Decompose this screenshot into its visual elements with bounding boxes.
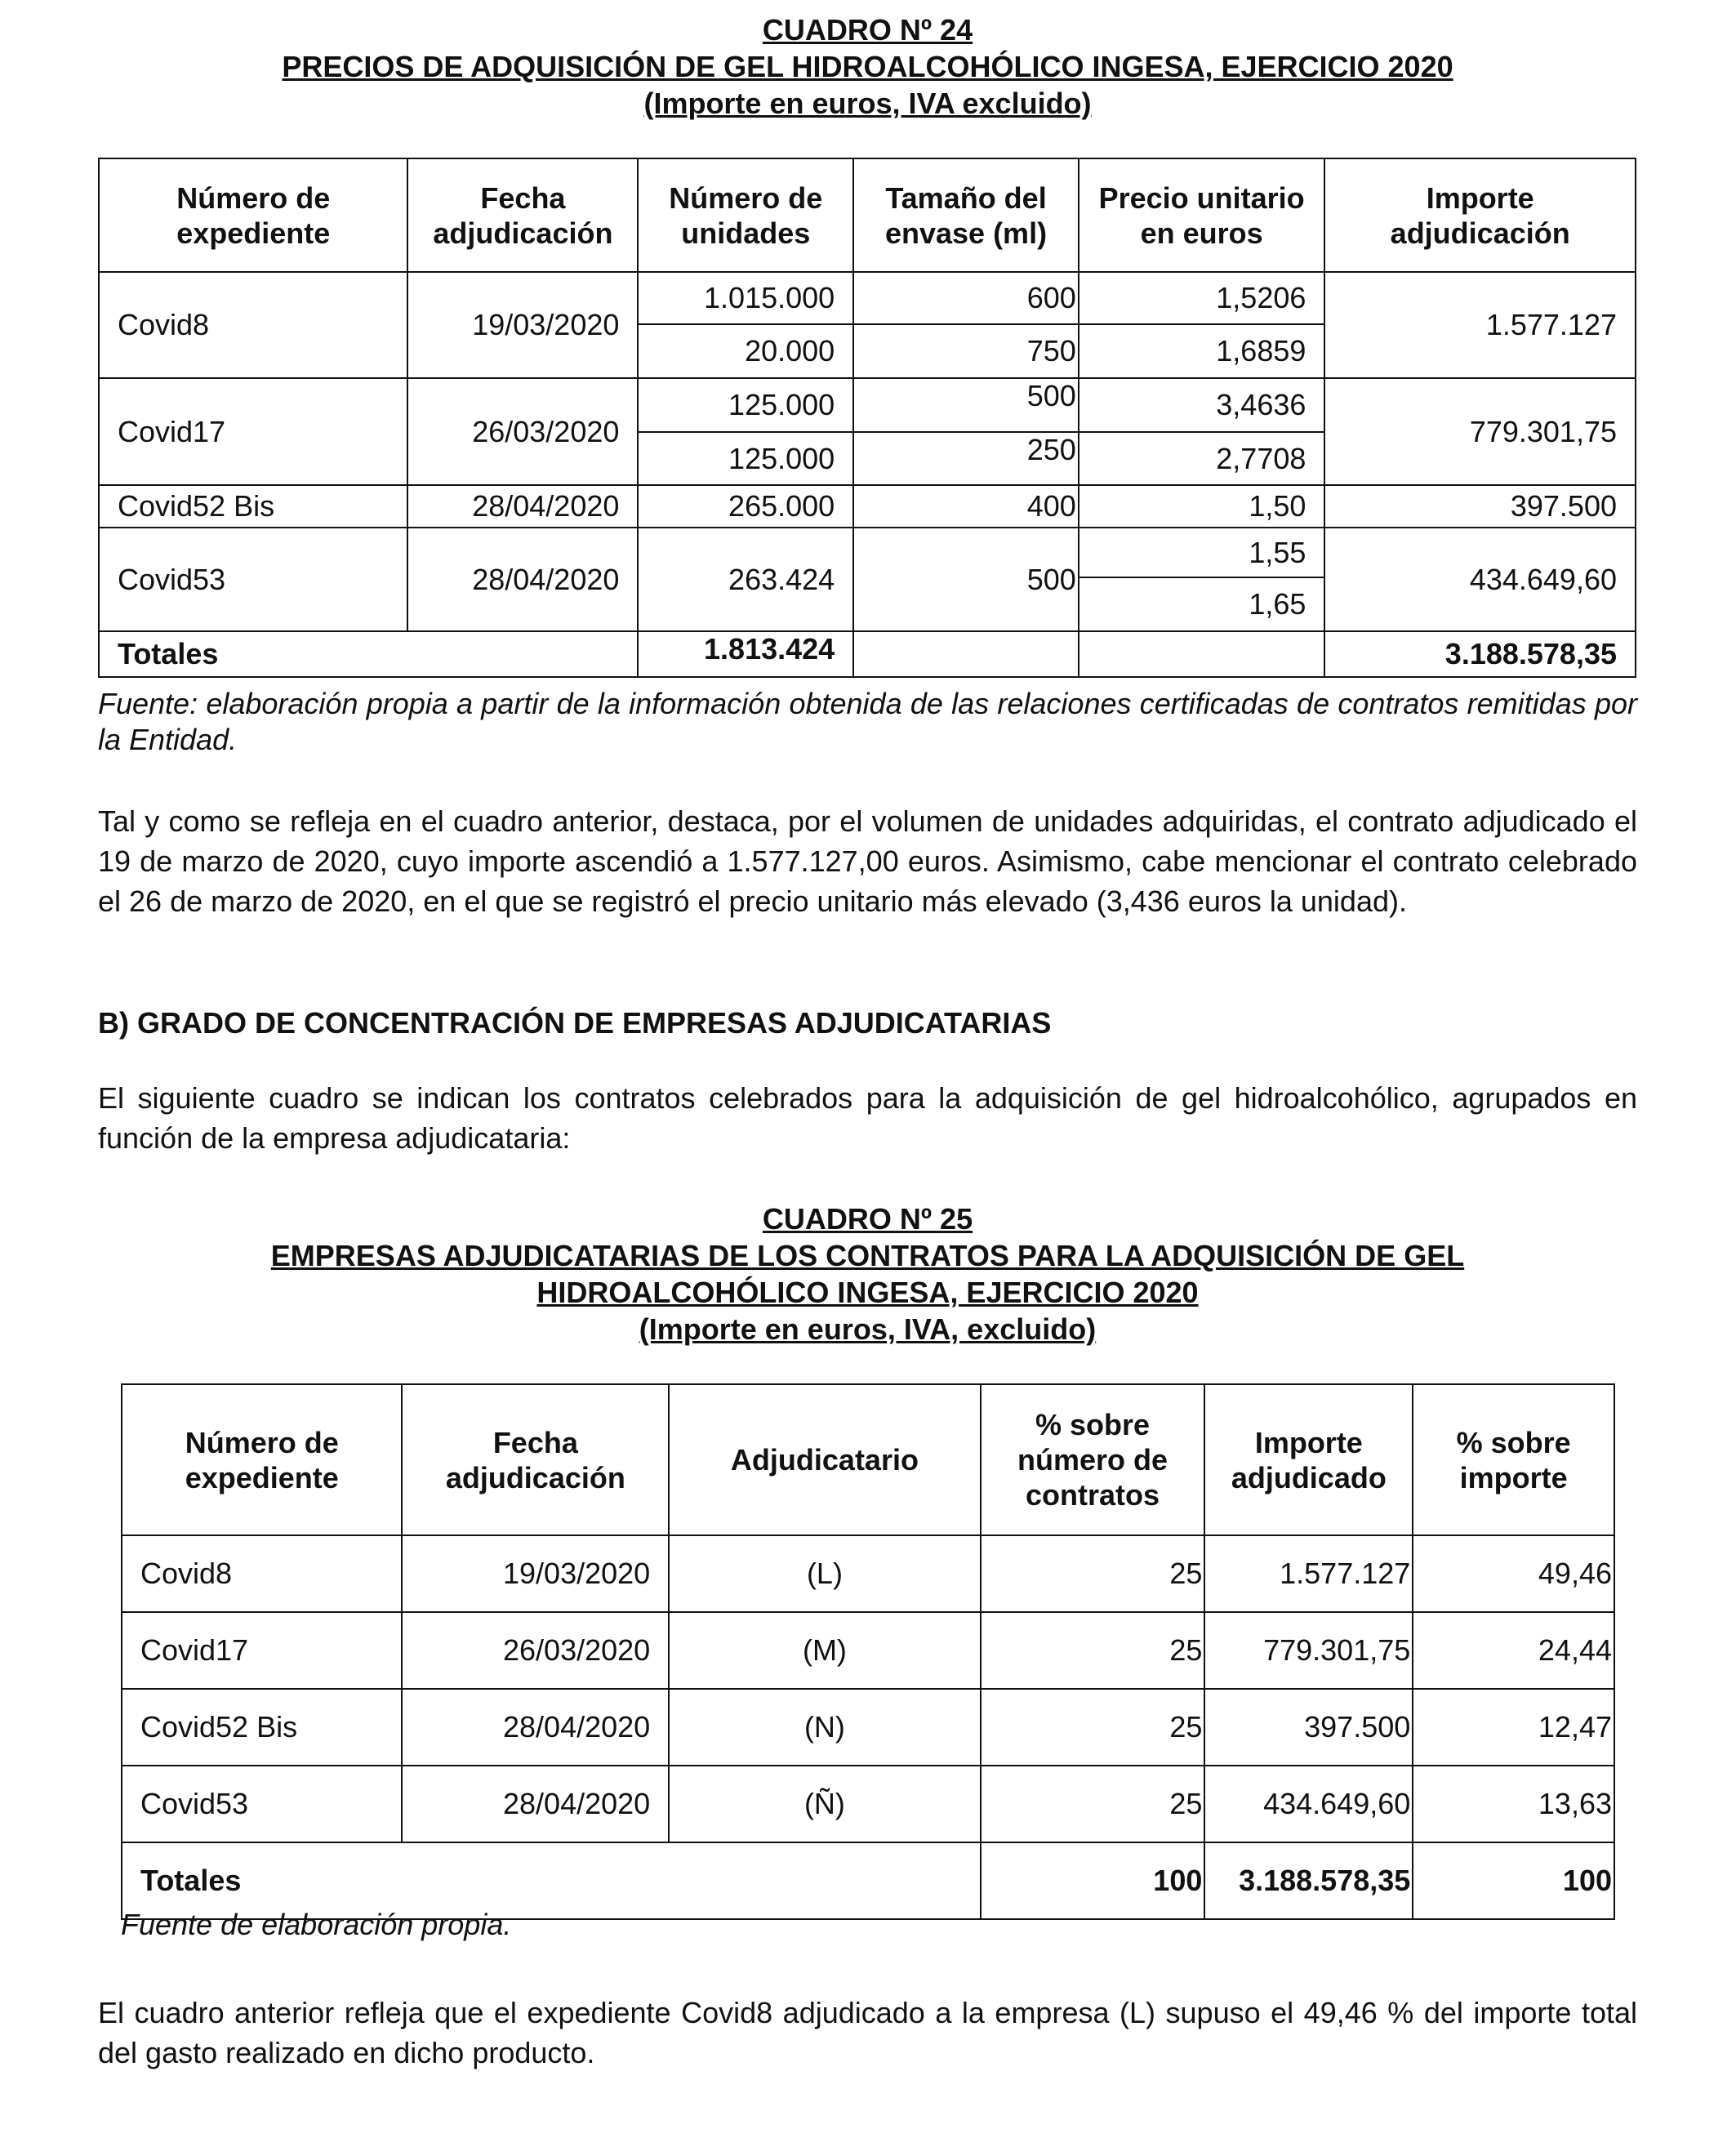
cell-tamano: 750 (853, 324, 1079, 378)
cell-precio: 1,55 (1079, 528, 1325, 577)
table-row (122, 1766, 1614, 1842)
cell-expediente: Covid53 (99, 528, 407, 631)
cell-fecha: 28/04/2020 (402, 1689, 669, 1766)
cell-tamano: 500 (853, 528, 1079, 631)
cell-importe: 434.649,60 (1204, 1766, 1413, 1842)
cell-totals-unidades: 1.813.424 (638, 631, 853, 677)
cell-precio: 1,6859 (1079, 324, 1325, 378)
cuadro24-title: PRECIOS DE ADQUISICIÓN DE GEL HIDROALCOHÓLICO INGESA, EJERCICIO 2020 (282, 50, 1453, 83)
cell-pct-contratos: 25 (981, 1535, 1205, 1612)
cell-totals-pct-importe: 100 (1413, 1842, 1614, 1919)
col-header-pct-contratos: % sobre número de contratos (981, 1384, 1205, 1535)
cell-importe: 397.500 (1324, 485, 1636, 528)
cell-expediente: Covid8 (99, 272, 407, 378)
cuadro25-number: CUADRO Nº 25 (762, 1202, 973, 1236)
cell-totals-label: Totales (99, 631, 638, 677)
cuadro25-title-line2: HIDROALCOHÓLICO INGESA, EJERCICIO 2020 (536, 1276, 1199, 1309)
table-row (122, 1535, 1614, 1612)
cell-precio: 2,7708 (1079, 432, 1325, 485)
cell-fecha: 19/03/2020 (402, 1535, 669, 1612)
cell-expediente: Covid52 Bis (122, 1689, 402, 1766)
paragraph-1: Tal y como se refleja en el cuadro anterior, destaca, por el volumen de unidades adquiridas, el contrato adjudicado el 19 de marzo de 2020, cuyo importe ascendió a 1.577.127,00 euros. Asimismo, cabe mencionar el contrato celebrado el 26 de marzo de 2020, en el que se registró el precio unitario más elevado (3,436 euros la unidad). (98, 804, 1637, 918)
cell-expediente: Covid8 (122, 1535, 402, 1612)
col-header-expediente: Número de expediente (99, 158, 407, 272)
cell-pct-importe: 13,63 (1413, 1766, 1614, 1842)
cell-tamano: 600 (853, 272, 1079, 324)
cell-totals-importe: 3.188.578,35 (1324, 631, 1636, 677)
col-header-importe: Importe adjudicación (1324, 158, 1636, 272)
cell-importe: 434.649,60 (1324, 528, 1636, 631)
cell-fecha: 26/03/2020 (402, 1612, 669, 1689)
col-header-fecha: Fecha adjudicación (407, 158, 638, 272)
cuadro24-subtitle: (Importe en euros, IVA excluido) (643, 87, 1092, 120)
cell-totals-label: Totales (122, 1842, 981, 1919)
cuadro25-source: Fuente de elaboración propia. (121, 1908, 512, 1941)
cell-unidades: 1.015.000 (638, 272, 853, 324)
cell-tamano: 400 (853, 485, 1079, 528)
cell-totals-importe: 3.188.578,35 (1204, 1842, 1413, 1919)
table-row (99, 485, 1636, 528)
table-row (122, 1689, 1614, 1766)
cuadro25-header-row (122, 1384, 1614, 1535)
table-row (122, 1612, 1614, 1689)
table-row (99, 528, 1636, 577)
cell-expediente: Covid52 Bis (99, 485, 407, 528)
col-header-importe: Importe adjudicado (1204, 1384, 1413, 1535)
col-header-unidades: Número de unidades (638, 158, 853, 272)
cell-fecha: 28/04/2020 (402, 1766, 669, 1842)
cell-adjudicatario: (Ñ) (669, 1766, 981, 1842)
cell-unidades: 125.000 (638, 432, 853, 485)
cell-pct-contratos: 25 (981, 1612, 1205, 1689)
cell-tamano: 250 (853, 432, 1079, 485)
cell-importe: 1.577.127 (1204, 1535, 1413, 1612)
col-header-precio: Precio unitario en euros (1079, 158, 1325, 272)
cuadro25-heading (98, 1200, 1637, 1347)
cell-adjudicatario: (M) (669, 1612, 981, 1689)
cell-unidades: 125.000 (638, 378, 853, 432)
totals-row (99, 631, 1636, 677)
cell-empty (853, 631, 1079, 677)
cell-expediente: Covid53 (122, 1766, 402, 1842)
cell-pct-importe: 12,47 (1413, 1689, 1614, 1766)
cell-totals-pct-contratos: 100 (981, 1842, 1205, 1919)
cell-importe: 779.301,75 (1324, 378, 1636, 485)
col-header-fecha: Fecha adjudicación (402, 1384, 669, 1535)
cell-precio: 1,5206 (1079, 272, 1325, 324)
cell-unidades: 20.000 (638, 324, 853, 378)
section-b-heading: B) GRADO DE CONCENTRACIÓN DE EMPRESAS ADJUDICATARIAS (98, 1006, 1052, 1040)
cell-tamano: 500 (853, 378, 1079, 432)
cell-importe: 397.500 (1204, 1689, 1413, 1766)
cell-importe: 779.301,75 (1204, 1612, 1413, 1689)
cuadro24-heading (98, 11, 1637, 122)
cell-importe: 1.577.127 (1324, 272, 1636, 378)
cuadro25-table (121, 1383, 1615, 1920)
cuadro24-table (98, 158, 1636, 678)
cell-expediente: Covid17 (122, 1612, 402, 1689)
col-header-expediente: Número de expediente (122, 1384, 402, 1535)
paragraph-2: El cuadro anterior refleja que el expediente Covid8 adjudicado a la empresa (L) supuso el 49,46 % del importe total del gasto realizado en dicho producto. (98, 1996, 1637, 2069)
section-b-intro: El siguiente cuadro se indican los contratos celebrados para la adquisición de gel hidroalcohólico, agrupados en función de la empresa adjudicataria: (98, 1081, 1637, 1155)
cell-adjudicatario: (L) (669, 1535, 981, 1612)
cell-fecha: 26/03/2020 (407, 378, 638, 485)
cell-unidades: 263.424 (638, 528, 853, 631)
cell-fecha: 28/04/2020 (407, 485, 638, 528)
table-row (99, 272, 1636, 324)
cell-pct-importe: 24,44 (1413, 1612, 1614, 1689)
cell-fecha: 19/03/2020 (407, 272, 638, 378)
cell-unidades: 265.000 (638, 485, 853, 528)
cell-expediente: Covid17 (99, 378, 407, 485)
col-header-tamano: Tamaño del envase (ml) (853, 158, 1079, 272)
cell-pct-importe: 49,46 (1413, 1535, 1614, 1612)
cuadro25-subtitle: (Importe en euros, IVA, excluido) (639, 1312, 1097, 1346)
cell-precio: 1,65 (1079, 577, 1325, 631)
cuadro24-number: CUADRO Nº 24 (762, 13, 973, 47)
table-row (99, 378, 1636, 432)
cell-precio: 1,50 (1079, 485, 1325, 528)
col-header-adjudicatario: Adjudicatario (669, 1384, 981, 1535)
cell-pct-contratos: 25 (981, 1766, 1205, 1842)
cell-empty (1079, 631, 1325, 677)
cuadro24-source: Fuente: elaboración propia a partir de la información obtenida de las relaciones certificadas de contratos remitidas por la Entidad. (98, 687, 1637, 756)
cell-fecha: 28/04/2020 (407, 528, 638, 631)
cuadro25-title-line1: EMPRESAS ADJUDICATARIAS DE LOS CONTRATOS PARA LA ADQUISICIÓN DE GEL (270, 1239, 1465, 1272)
cuadro24-header-row (99, 158, 1636, 272)
cell-pct-contratos: 25 (981, 1689, 1205, 1766)
cell-adjudicatario: (N) (669, 1689, 981, 1766)
col-header-pct-importe: % sobre importe (1413, 1384, 1614, 1535)
cell-precio: 3,4636 (1079, 378, 1325, 432)
